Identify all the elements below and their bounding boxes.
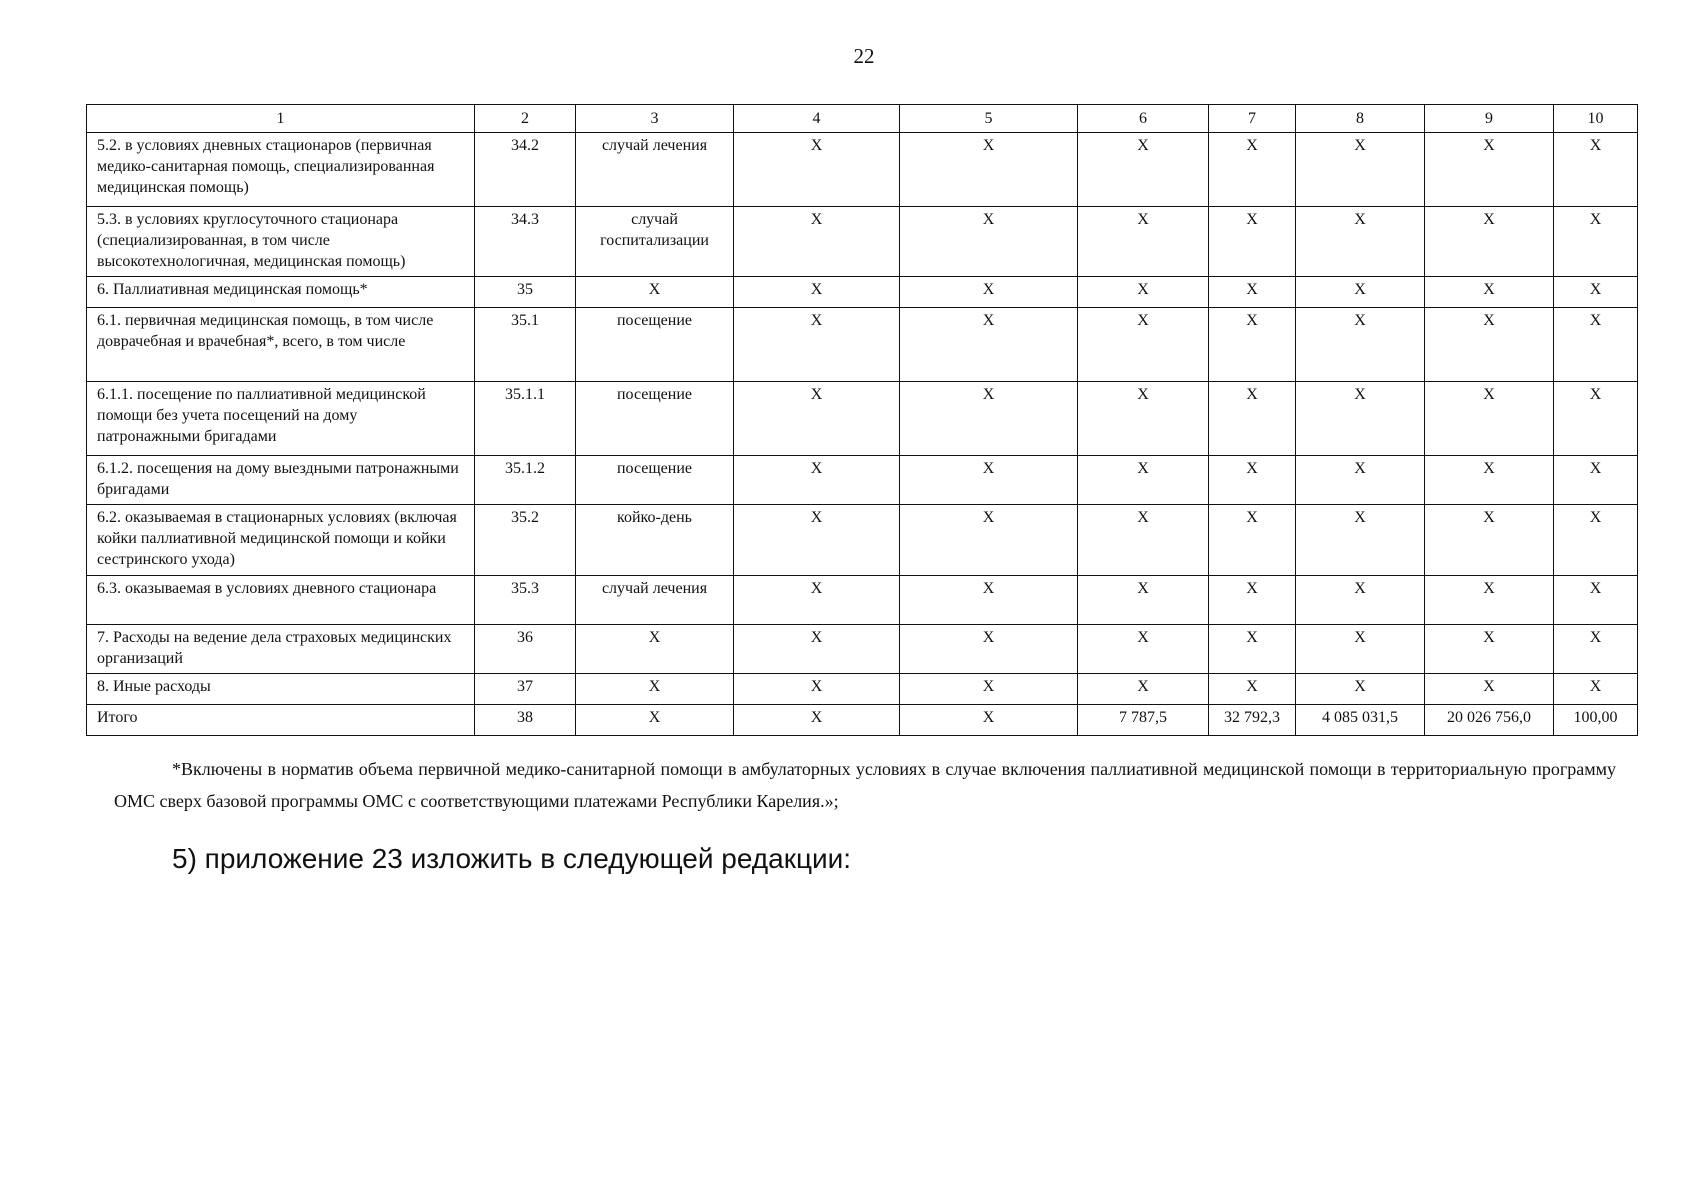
- table-cell: X: [900, 207, 1078, 277]
- table-cell: X: [1425, 382, 1554, 456]
- table-row: [87, 308, 1638, 382]
- table-row: [87, 625, 1638, 674]
- row-label-cell: 6.1. первичная медицинская помощь, в том числе доврачебная и врачебная*, всего, в том числе: [87, 308, 475, 382]
- column-header: 9: [1425, 105, 1554, 133]
- table-cell: X: [576, 625, 734, 674]
- row-label-cell: 6. Паллиативная медицинская помощь*: [87, 277, 475, 308]
- table-cell: X: [1078, 625, 1209, 674]
- table-cell: 35.1: [475, 308, 576, 382]
- table-cell: 35.3: [475, 576, 576, 625]
- table-row: [87, 382, 1638, 456]
- table-cell: X: [734, 133, 900, 207]
- table-cell: X: [1425, 207, 1554, 277]
- table-cell: X: [1425, 133, 1554, 207]
- table-cell: X: [734, 277, 900, 308]
- row-label-cell: 7. Расходы на ведение дела страховых медицинских организаций: [87, 625, 475, 674]
- table-row: [87, 505, 1638, 576]
- table-cell: 35.1.2: [475, 456, 576, 505]
- table-cell: X: [576, 277, 734, 308]
- table-row: [87, 207, 1638, 277]
- table-row: [87, 674, 1638, 705]
- table-cell: X: [1425, 674, 1554, 705]
- table-cell: X: [1209, 308, 1296, 382]
- table-cell: случай лечения: [576, 133, 734, 207]
- table-header-row: [87, 105, 1638, 133]
- table-cell: X: [1425, 625, 1554, 674]
- table-cell: X: [734, 674, 900, 705]
- table-cell: X: [1209, 576, 1296, 625]
- table-cell: X: [1078, 207, 1209, 277]
- table-cell: X: [1209, 505, 1296, 576]
- table-cell: X: [1425, 576, 1554, 625]
- table-cell: случай лечения: [576, 576, 734, 625]
- table-cell: X: [1078, 308, 1209, 382]
- table-row: [87, 133, 1638, 207]
- table-cell: X: [1296, 308, 1425, 382]
- row-label-cell: 5.2. в условиях дневных стационаров (первичная медико-санитарная помощь, специализированная медицинская помощь): [87, 133, 475, 207]
- table-cell: X: [1078, 674, 1209, 705]
- table-cell: 7 787,5: [1078, 705, 1209, 736]
- table-cell: X: [900, 505, 1078, 576]
- table-cell: X: [1078, 277, 1209, 308]
- table-cell: X: [1554, 505, 1638, 576]
- table-cell: 100,00: [1554, 705, 1638, 736]
- row-label-cell: 6.1.1. посещение по паллиативной медицинской помощи без учета посещений на дому патронажными бригадами: [87, 382, 475, 456]
- table-cell: 35.1.1: [475, 382, 576, 456]
- table-body: [87, 133, 1638, 736]
- table-row: [87, 456, 1638, 505]
- table-cell: X: [1209, 133, 1296, 207]
- table-cell: X: [1554, 207, 1638, 277]
- table-cell: X: [734, 308, 900, 382]
- column-header: 1: [87, 105, 475, 133]
- table-cell: X: [1425, 505, 1554, 576]
- table-cell: X: [1296, 456, 1425, 505]
- table-cell: X: [900, 133, 1078, 207]
- table-cell: 20 026 756,0: [1425, 705, 1554, 736]
- table-cell: 35: [475, 277, 576, 308]
- table-cell: X: [1425, 277, 1554, 308]
- table-cell: X: [1078, 382, 1209, 456]
- table-cell: X: [1554, 308, 1638, 382]
- table-cell: X: [1078, 576, 1209, 625]
- table-cell: X: [734, 505, 900, 576]
- table-cell: X: [1554, 576, 1638, 625]
- table-cell: X: [900, 625, 1078, 674]
- table-cell: случай госпитализации: [576, 207, 734, 277]
- table-cell: X: [900, 576, 1078, 625]
- table-cell: X: [734, 576, 900, 625]
- table-cell: X: [1078, 133, 1209, 207]
- column-header: 7: [1209, 105, 1296, 133]
- table-cell: 34.3: [475, 207, 576, 277]
- table-cell: 37: [475, 674, 576, 705]
- table-row: [87, 576, 1638, 625]
- table-cell: X: [734, 705, 900, 736]
- row-label-cell: 6.2. оказываемая в стационарных условиях (включая койки паллиативной медицинской помощи и койки сестринского ухода): [87, 505, 475, 576]
- table-cell: X: [1554, 382, 1638, 456]
- row-label-cell: 6.3. оказываемая в условиях дневного стационара: [87, 576, 475, 625]
- table-cell: X: [576, 705, 734, 736]
- column-header: 6: [1078, 105, 1209, 133]
- column-header: 5: [900, 105, 1078, 133]
- table-cell: посещение: [576, 456, 734, 505]
- table-cell: X: [576, 674, 734, 705]
- table-cell: X: [900, 674, 1078, 705]
- table-cell: X: [1425, 456, 1554, 505]
- table-cell: 4 085 031,5: [1296, 705, 1425, 736]
- column-header: 2: [475, 105, 576, 133]
- table-cell: X: [1554, 674, 1638, 705]
- row-label-cell: Итого: [87, 705, 475, 736]
- table-cell: X: [1296, 576, 1425, 625]
- column-header: 4: [734, 105, 900, 133]
- table-cell: X: [1296, 674, 1425, 705]
- column-header: 8: [1296, 105, 1425, 133]
- table-cell: X: [1296, 207, 1425, 277]
- row-label-cell: 5.3. в условиях круглосуточного стационара (специализированная, в том числе высокотехнологичная, медицинская помощь): [87, 207, 475, 277]
- table-cell: X: [734, 382, 900, 456]
- amendment-line: 5) приложение 23 изложить в следующей редакции:: [172, 843, 852, 874]
- table-cell: X: [1296, 277, 1425, 308]
- table-cell: X: [900, 277, 1078, 308]
- table-cell: X: [734, 456, 900, 505]
- table-cell: X: [1209, 456, 1296, 505]
- table-cell: посещение: [576, 382, 734, 456]
- table-cell: X: [900, 705, 1078, 736]
- table-cell: X: [1554, 456, 1638, 505]
- expenditure-table: [86, 104, 1638, 736]
- row-label-cell: 8. Иные расходы: [87, 674, 475, 705]
- table-cell: X: [1209, 625, 1296, 674]
- table-cell: X: [1425, 308, 1554, 382]
- table-cell: X: [1296, 625, 1425, 674]
- table-cell: X: [1209, 277, 1296, 308]
- table-cell: X: [1296, 133, 1425, 207]
- table-cell: 36: [475, 625, 576, 674]
- table-cell: X: [734, 625, 900, 674]
- table-cell: 38: [475, 705, 576, 736]
- table-row: [87, 277, 1638, 308]
- table-cell: X: [900, 382, 1078, 456]
- table-cell: 34.2: [475, 133, 576, 207]
- table-cell: X: [900, 308, 1078, 382]
- table-cell: X: [1078, 456, 1209, 505]
- table-cell: X: [734, 207, 900, 277]
- table-cell: 32 792,3: [1209, 705, 1296, 736]
- table-cell: X: [900, 456, 1078, 505]
- table-cell: X: [1209, 674, 1296, 705]
- table-cell: X: [1209, 382, 1296, 456]
- table-cell: X: [1078, 505, 1209, 576]
- table-cell: X: [1554, 625, 1638, 674]
- column-header: 3: [576, 105, 734, 133]
- footnote: *Включены в норматив объема первичной медико-санитарной помощи в амбулаторных условиях в случае включения паллиативной медицинской помощи в территориальную программу ОМС сверх базовой программы ОМС с соответствующими платежами Республики Карелия.»;: [114, 759, 1616, 811]
- page-number: 22: [853, 44, 875, 68]
- table-cell: X: [1554, 133, 1638, 207]
- row-label-cell: 6.1.2. посещения на дому выездными патронажными бригадами: [87, 456, 475, 505]
- table-row: [87, 705, 1638, 736]
- column-header: 10: [1554, 105, 1638, 133]
- table-cell: посещение: [576, 308, 734, 382]
- table-cell: X: [1296, 505, 1425, 576]
- table-cell: 35.2: [475, 505, 576, 576]
- table-cell: койко-день: [576, 505, 734, 576]
- table-cell: X: [1209, 207, 1296, 277]
- table-cell: X: [1554, 277, 1638, 308]
- table-cell: X: [1296, 382, 1425, 456]
